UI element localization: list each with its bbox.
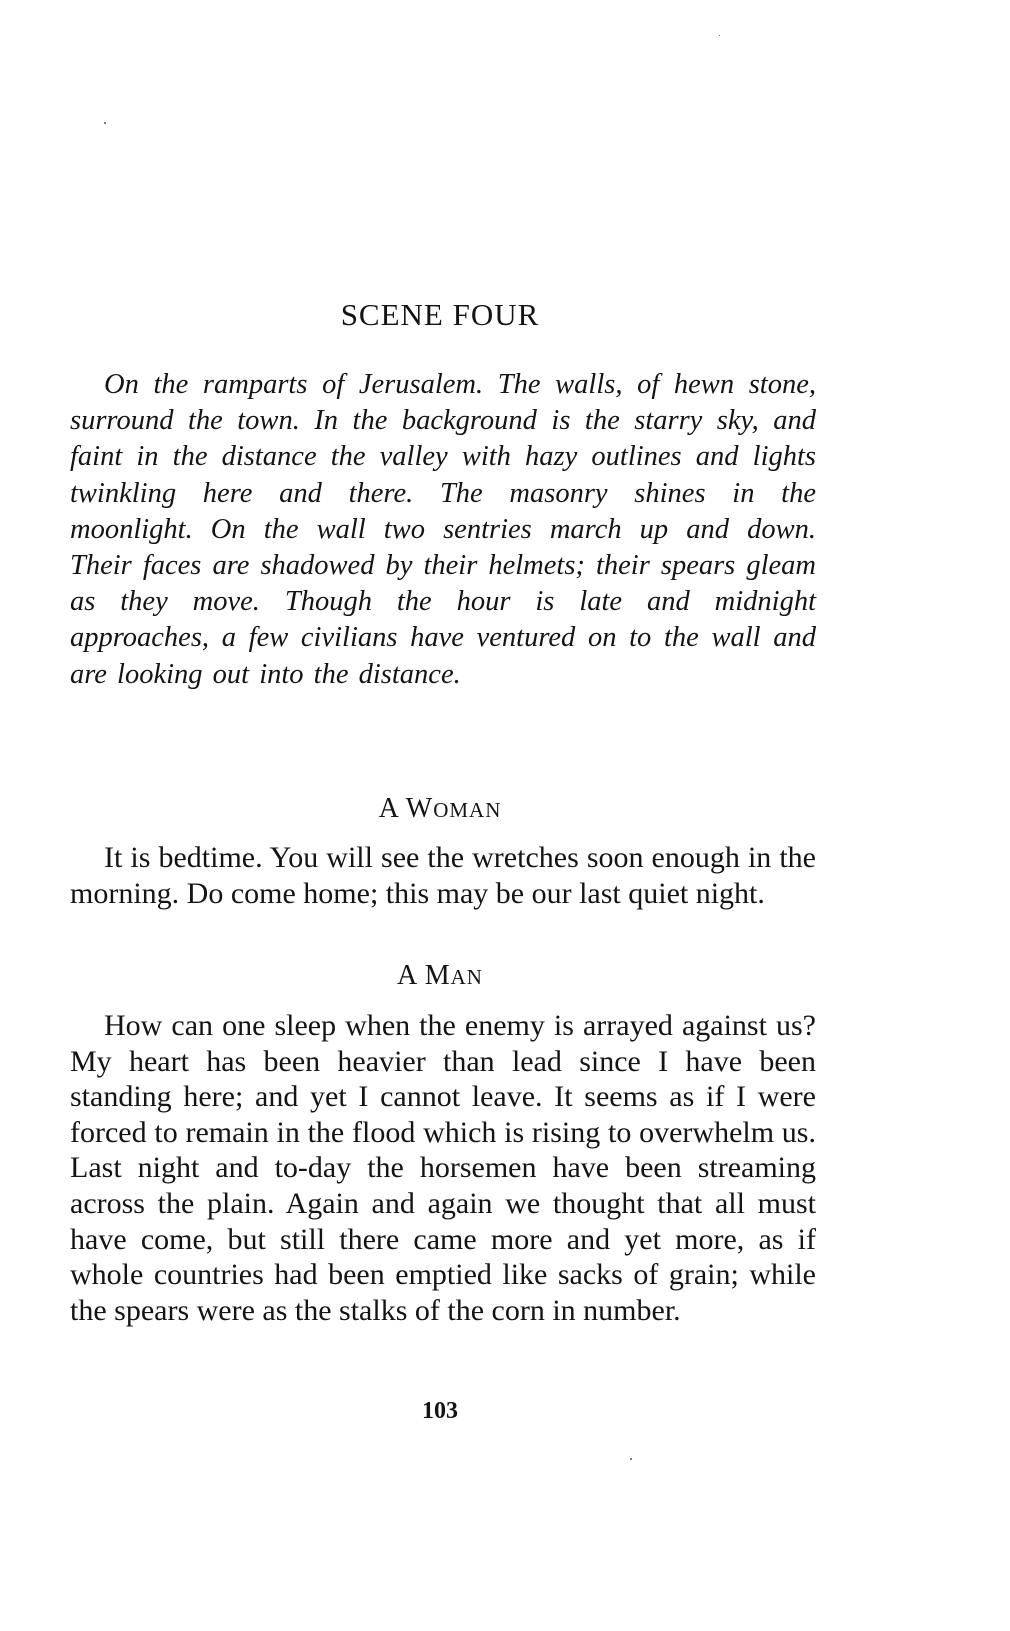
page-number: 103	[422, 1398, 458, 1424]
stage-direction: On the ramparts of Jerusalem. The walls, of hewn stone, surround the town. In the background is the starry sky, and faint in the distance the valley with hazy outlines and lights twinkling here and there. The masonry shines in the moonlight. On the wall two sentries march up and down. Their faces are shadowed by their helmets; their spears gleam as they move. Though the hour is late and midnight approaches, a few civilians have ventured on to the wall and are looking out into the distance.	[70, 369, 816, 690]
speech-man: How can one sleep when the enemy is arrayed against us? My heart has been heavier than lead since I have been standing here; and yet I cannot leave. It seems as if I were forced to remain in the flood which is rising to overwhelm us. Last night and to-day the horsemen have been streaming across the plain. Again and again we thought that all must have come, but still there came more and yet more, as if whole countries had been emptied like sacks of grain; while the spears were as the stalks of the corn in number.	[70, 1009, 816, 1327]
paper-speck	[630, 1458, 632, 1460]
speaker-small-caps: OMAN	[433, 798, 502, 822]
speaker-name-woman	[0, 793, 880, 825]
paper-speck	[104, 122, 106, 124]
speaker-small-caps: AN	[450, 965, 483, 989]
speaker-initial: A W	[378, 793, 434, 824]
speaker-name-man	[0, 960, 880, 992]
scene-title: SCENE FOUR	[340, 297, 540, 332]
speaker-initial: A M	[397, 960, 451, 991]
paper-speck	[719, 35, 720, 36]
speech-woman: It is bedtime. You will see the wretches soon enough in the morning. Do come home; this may be our last quiet night.	[70, 841, 816, 910]
